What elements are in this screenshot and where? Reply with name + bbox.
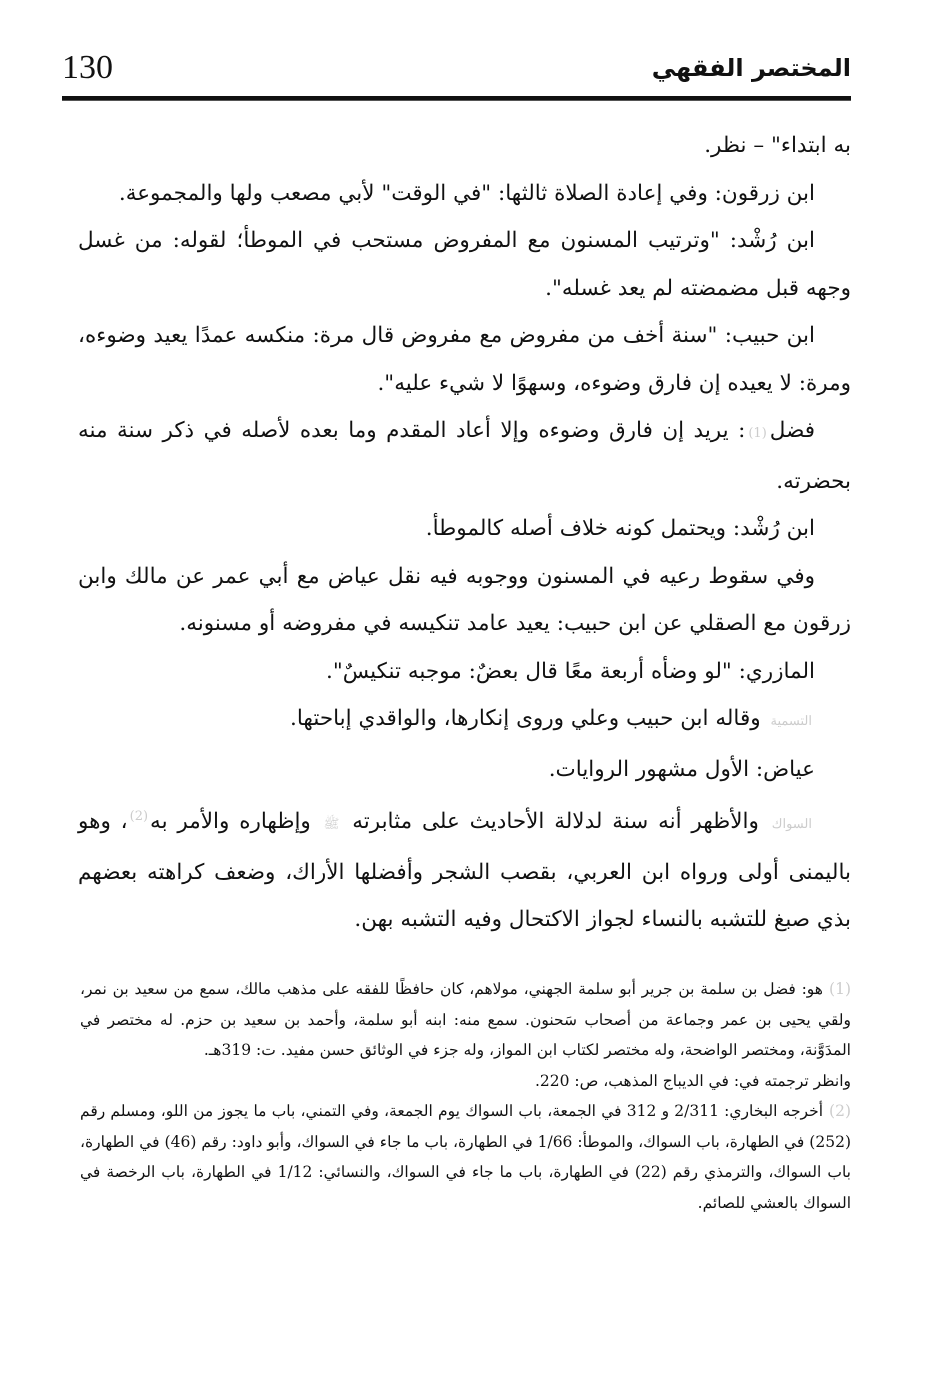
footnotes bbox=[80, 974, 851, 1218]
footnote-1-reference: وانظر ترجمته في: في الديباج المذهب، ص: 220. bbox=[534, 1071, 851, 1090]
footnote-2 bbox=[80, 1096, 851, 1218]
paragraph-5 bbox=[78, 407, 851, 505]
paragraph-1: به ابتداء" – نظر. bbox=[704, 133, 851, 158]
footnote-1 bbox=[80, 974, 851, 1066]
page-number: 130 bbox=[62, 49, 113, 86]
footnote-2-text: أخرجه البخاري: 2/311 و 312 في الجمعة، باب السواك يوم الجمعة، وفي التمني، باب ما يجوز من اللو، ومسلم رقم (252) في الطهارة، باب السواك، والموطأ: 1/66 في الطهارة، باب ما جاء في السواك، وأبو داود: رقم (46) في الطهارة، باب السواك، والترمذي رقم (22) في الطهارة، باب ما جاء في السواك، والنسائي: 1/12 في الطهارة، باب الرخصة في السواك بالعشي للصائم. bbox=[80, 1102, 852, 1212]
paragraph-8: المازري: "لو وضأه أربعة معًا قال بعضٌ: موجبه تنكيسٌ". bbox=[326, 658, 815, 684]
paragraph-10: عياض: الأول مشهور الروايات. bbox=[548, 756, 815, 782]
paragraph-11 bbox=[78, 793, 851, 944]
footnote-marker-1: (1) bbox=[748, 426, 767, 441]
faded-heading-siwak: السواك bbox=[771, 817, 812, 833]
paragraph-4: ابن حبيب: "سنة أخف من مفروض مع مفروض قال مرة: منكسه عمدًا يعيد وضوءه، ومرة: لا يعيده إن فارق وضوءه، وسهوًا لا شيء عليه". bbox=[78, 323, 851, 396]
paragraph-9 bbox=[78, 695, 851, 746]
paragraph-11-part-a: والأظهر أنه سنة لدلالة الأحاديث على مثابرته bbox=[352, 809, 759, 835]
footnote-1-text: هو: فضل بن سلمة بن جرير أبو سلمة الجهني، مولاهم، كان حافظًا للفقه على مذهب مالك، سمع من سعيد بن نمر، ولقي يحيى بن عمر وجماعة من أصحاب سَحنون. سمع منه: ابنه أبو سلمة، وأحمد بن سعيد بن حزم. له مختصر في المدَوَّنة، ومختصر الواضحة، وله مختصر لكتاب ابن المواز، وله جزء في الوثائق حسن مفيد. ت: 319هـ. bbox=[80, 980, 851, 1059]
paragraph-11-part-c: ، وهو باليمنى أولى ورواه ابن العربي، بقصب الشجر وأفضلها الأراك، وضعف كراهته بعضهم بذي صبغ للتشبه بالنساء لجواز الاكتحال وفيه التشبه بهن. bbox=[78, 809, 851, 933]
header-rule bbox=[62, 96, 851, 101]
paragraph-2: ابن زرقون: وفي إعادة الصلاة ثالثها: "في الوقت" لأبي مصعب ولها والمجموعة. bbox=[118, 180, 815, 206]
honorific-glyph: ﷺ bbox=[323, 817, 340, 833]
footnote-1-number: (1) bbox=[829, 980, 851, 998]
running-title: المختصر الفقهي bbox=[651, 54, 851, 82]
paragraph-5-text: : يريد إن فارق وضوءه وإلا أعاد المقدم وما بعده لأصله في ذكر سنة منه بحضرته. bbox=[78, 418, 851, 494]
paragraph-3: ابن رُشْد: "وترتيب المسنون مع المفروض مستحب في الموطأ؛ لقوله: من غسل وجهه قبل مضمضته لم يعد غسله". bbox=[78, 228, 851, 301]
footnote-marker-2: (2) bbox=[129, 809, 149, 824]
paragraph-7: وفي سقوط رعيه في المسنون ووجوبه فيه نقل عياض مع أبي عمر عن مالك وابن زرقون مع الصقلي عن ابن حبيب: يعيد عامد تنكيسه في مفروضه أو مسنونه. bbox=[78, 563, 851, 636]
main-text bbox=[78, 122, 851, 944]
paragraph-5-prefix: فضل bbox=[769, 418, 815, 443]
faded-heading-tasmiya: التسمية bbox=[770, 714, 812, 729]
footnote-2-number: (2) bbox=[829, 1102, 851, 1120]
page-header bbox=[62, 48, 851, 98]
paragraph-9-text: وقاله ابن حبيب وعلي وروى إنكارها، والواقدي إباحتها. bbox=[290, 706, 761, 731]
paragraph-6: ابن رُشْد: ويحتمل كونه خلاف أصله كالموطأ. bbox=[425, 516, 815, 541]
paragraph-11-part-b: وإظهاره والأمر به bbox=[150, 809, 311, 835]
